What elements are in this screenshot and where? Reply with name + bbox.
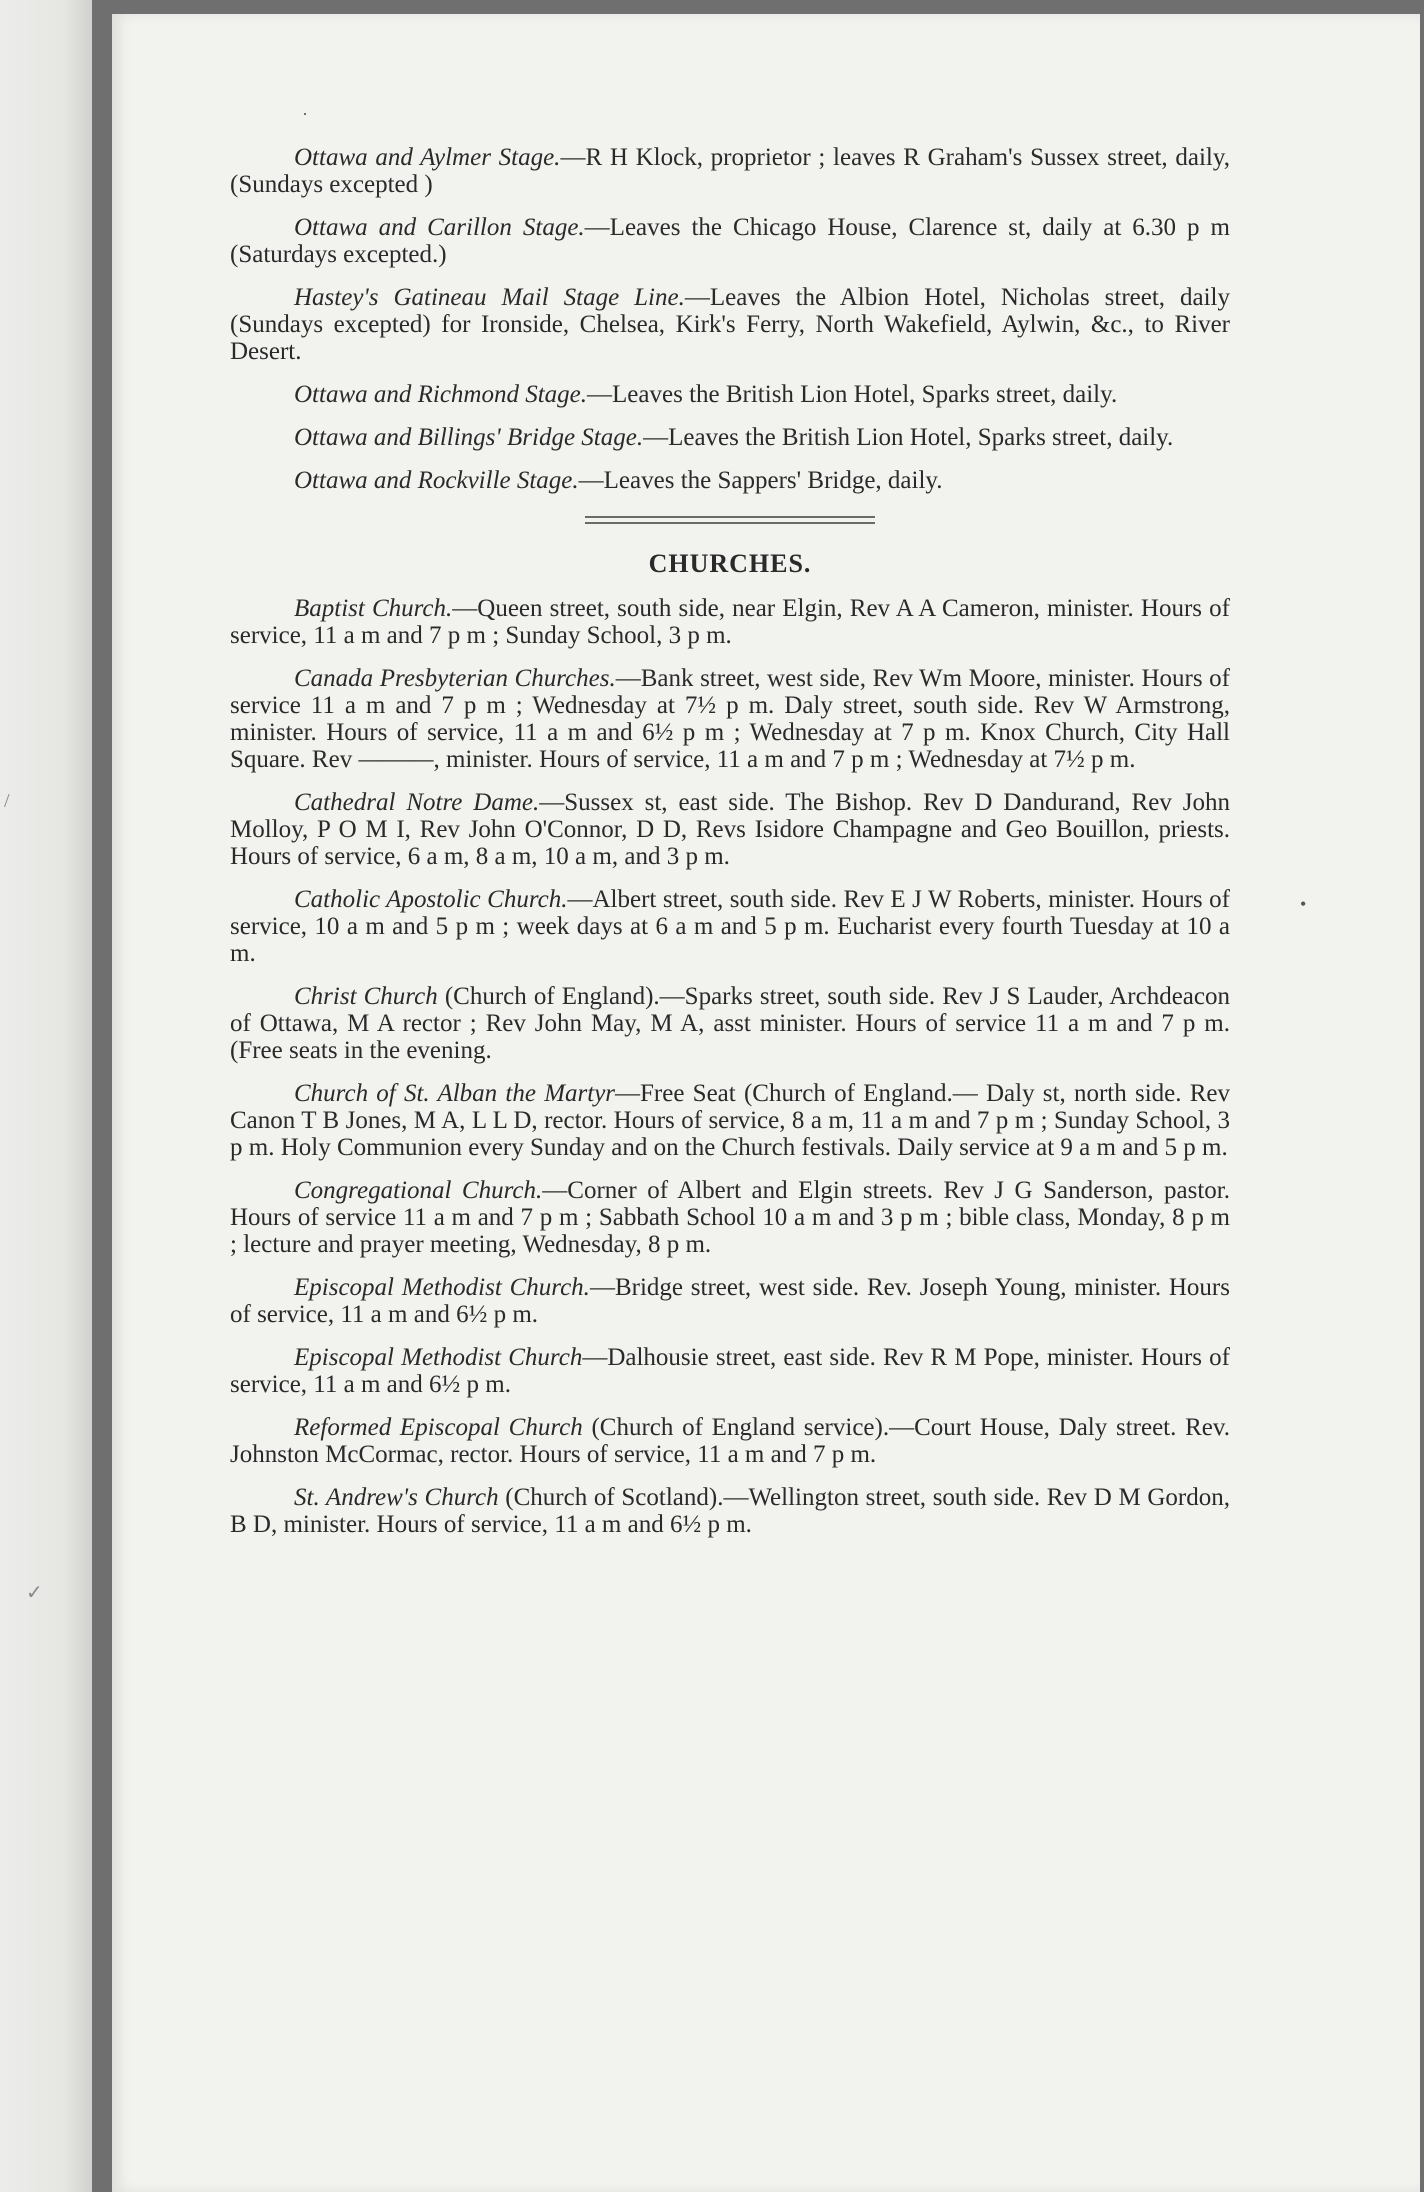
entry-name: Ottawa and Richmond Stage.	[294, 381, 588, 408]
entry-name: Hastey's Gatineau Mail Stage Line.	[294, 284, 685, 311]
stage-entry	[230, 284, 1230, 365]
church-entry	[230, 1177, 1230, 1258]
entry-name: Church of St. Alban the Martyr	[294, 1080, 616, 1107]
entry-text: —Free Seat (Church of England.— Daly st, north side. Rev Canon T B Jones, M A, L L D, rector. Hours of service, 8 a m, 11 a m and 7 p m ; Sunday School, 3 p m. Holy Communion every Sunday and on the Church festivals. Daily service at 9 a m and 5 p m.	[230, 1080, 1230, 1161]
stage-entry	[230, 144, 1230, 198]
entry-text: (Church of England service).—Court House, Daly street. Rev. Johnston McCormac, rector. Hours of service, 11 a m and 7 p m.	[230, 1414, 1230, 1468]
entry-text: —Dalhousie street, east side. Rev R M Pope, minister. Hours of service, 11 a m and 6½ p m.	[230, 1344, 1230, 1398]
previous-page-edge	[0, 0, 92, 2192]
stage-entry	[230, 214, 1230, 268]
page-content	[230, 144, 1230, 1554]
church-entry	[230, 1414, 1230, 1468]
entry-text: —Queen street, south side, near Elgin, Rev A A Cameron, minister. Hours of service, 11 a m and 7 p m ; Sunday School, 3 p m.	[230, 595, 1230, 649]
stage-entry	[230, 381, 1230, 408]
entry-name: Baptist Church.	[294, 595, 453, 622]
entry-text: —Leaves the Albion Hotel, Nicholas street, daily (Sundays excepted) for Ironside, Chelsea, Kirk's Ferry, North Wakefield, Aylwin, &c., to River Desert.	[230, 284, 1230, 365]
church-entry	[230, 983, 1230, 1064]
stages-section	[230, 144, 1230, 494]
entry-text: —Leaves the Sappers' Bridge, daily.	[578, 467, 943, 494]
entry-name: Cathedral Notre Dame.	[294, 789, 540, 816]
entry-text: —Leaves the British Lion Hotel, Sparks street, daily.	[643, 424, 1174, 451]
church-entry	[230, 1344, 1230, 1398]
entry-name: Episcopal Methodist Church	[294, 1344, 583, 1371]
margin-mark: ✓	[26, 1582, 43, 1604]
entry-text: (Church of Scotland).—Wellington street, south side. Rev D M Gordon, B D, minister. Hours of service, 11 a m and 6½ p m.	[230, 1484, 1230, 1538]
entry-text: —Sussex st, east side. The Bishop. Rev D Dandurand, Rev John Molloy, P O M I, Rev John O'Connor, D D, Revs Isidore Champagne and Geo Bouillon, priests. Hours of service, 6 a m, 8 a m, 10 a m, and 3 p m.	[230, 789, 1230, 870]
margin-mark: /	[4, 790, 10, 812]
stage-entry	[230, 467, 1230, 494]
entry-text: —R H Klock, proprietor ; leaves R Graham's Sussex street, daily, (Sundays excepted )	[230, 144, 1230, 198]
entry-name: Christ Church	[294, 983, 438, 1010]
entry-name: St. Andrew's Church	[294, 1484, 499, 1511]
churches-heading: CHURCHES.	[648, 549, 812, 578]
church-entry	[230, 1080, 1230, 1161]
page-speck: •	[1300, 894, 1307, 914]
churches-section	[230, 595, 1230, 1538]
section-divider	[585, 516, 875, 524]
entry-name: Canada Presbyterian Churches.	[294, 665, 616, 692]
stage-entry	[230, 424, 1230, 451]
entry-text: —Albert street, south side. Rev E J W Roberts, minister. Hours of service, 10 a m and 5 p m ; week days at 6 a m and 5 p m. Eucharist every fourth Tuesday at 10 a m.	[230, 886, 1230, 967]
church-entry	[230, 886, 1230, 967]
entry-text: —Bank street, west side, Rev Wm Moore, minister. Hours of service 11 a m and 7 p m ; Wednesday at 7½ p m. Daly street, south side. Rev W Armstrong, minister. Hours of service, 11 a m and 6½ p m ; Wednesday at 7 p m. Knox Church, City Hall Square. Rev ———, minister. Hours of service, 11 a m and 7 p m ; Wednesday at 7½ p m.	[230, 665, 1230, 773]
church-entry	[230, 665, 1230, 773]
entry-name: Episcopal Methodist Church.	[294, 1274, 590, 1301]
entry-text: —Leaves the British Lion Hotel, Sparks street, daily.	[587, 381, 1118, 408]
church-entry	[230, 1274, 1230, 1328]
page-speck: ·	[302, 104, 308, 124]
church-entry	[230, 789, 1230, 870]
document-page	[112, 14, 1420, 2192]
entry-name: Ottawa and Carillon Stage.	[294, 214, 585, 241]
entry-name: Congregational Church.	[294, 1177, 543, 1204]
entry-name: Ottawa and Aylmer Stage.	[294, 144, 561, 171]
church-entry	[230, 595, 1230, 649]
entry-name: Reformed Episcopal Church	[294, 1414, 583, 1441]
entry-text: —Leaves the Chicago House, Clarence st, daily at 6.30 p m (Saturdays excepted.)	[230, 214, 1230, 268]
entry-text: —Corner of Albert and Elgin streets. Rev J G Sanderson, pastor. Hours of service 11 a m and 7 p m ; Sabbath School 10 a m and 3 p m ; bible class, Monday, 8 p m ; lecture and prayer meeting, Wednesday, 8 p m.	[230, 1177, 1230, 1258]
entry-text: (Church of England).—Sparks street, south side. Rev J S Lauder, Archdeacon of Ottawa, M A rector ; Rev John May, M A, asst minister. Hours of service 11 a m and 7 p m. (Free seats in the evening.	[230, 983, 1230, 1064]
entry-text: —Bridge street, west side. Rev. Joseph Young, minister. Hours of service, 11 a m and 6½ p m.	[230, 1274, 1230, 1328]
church-entry	[230, 1484, 1230, 1538]
entry-name: Catholic Apostolic Church.	[294, 886, 568, 913]
entry-name: Ottawa and Billings' Bridge Stage.	[294, 424, 644, 451]
entry-name: Ottawa and Rockville Stage.	[294, 467, 579, 494]
